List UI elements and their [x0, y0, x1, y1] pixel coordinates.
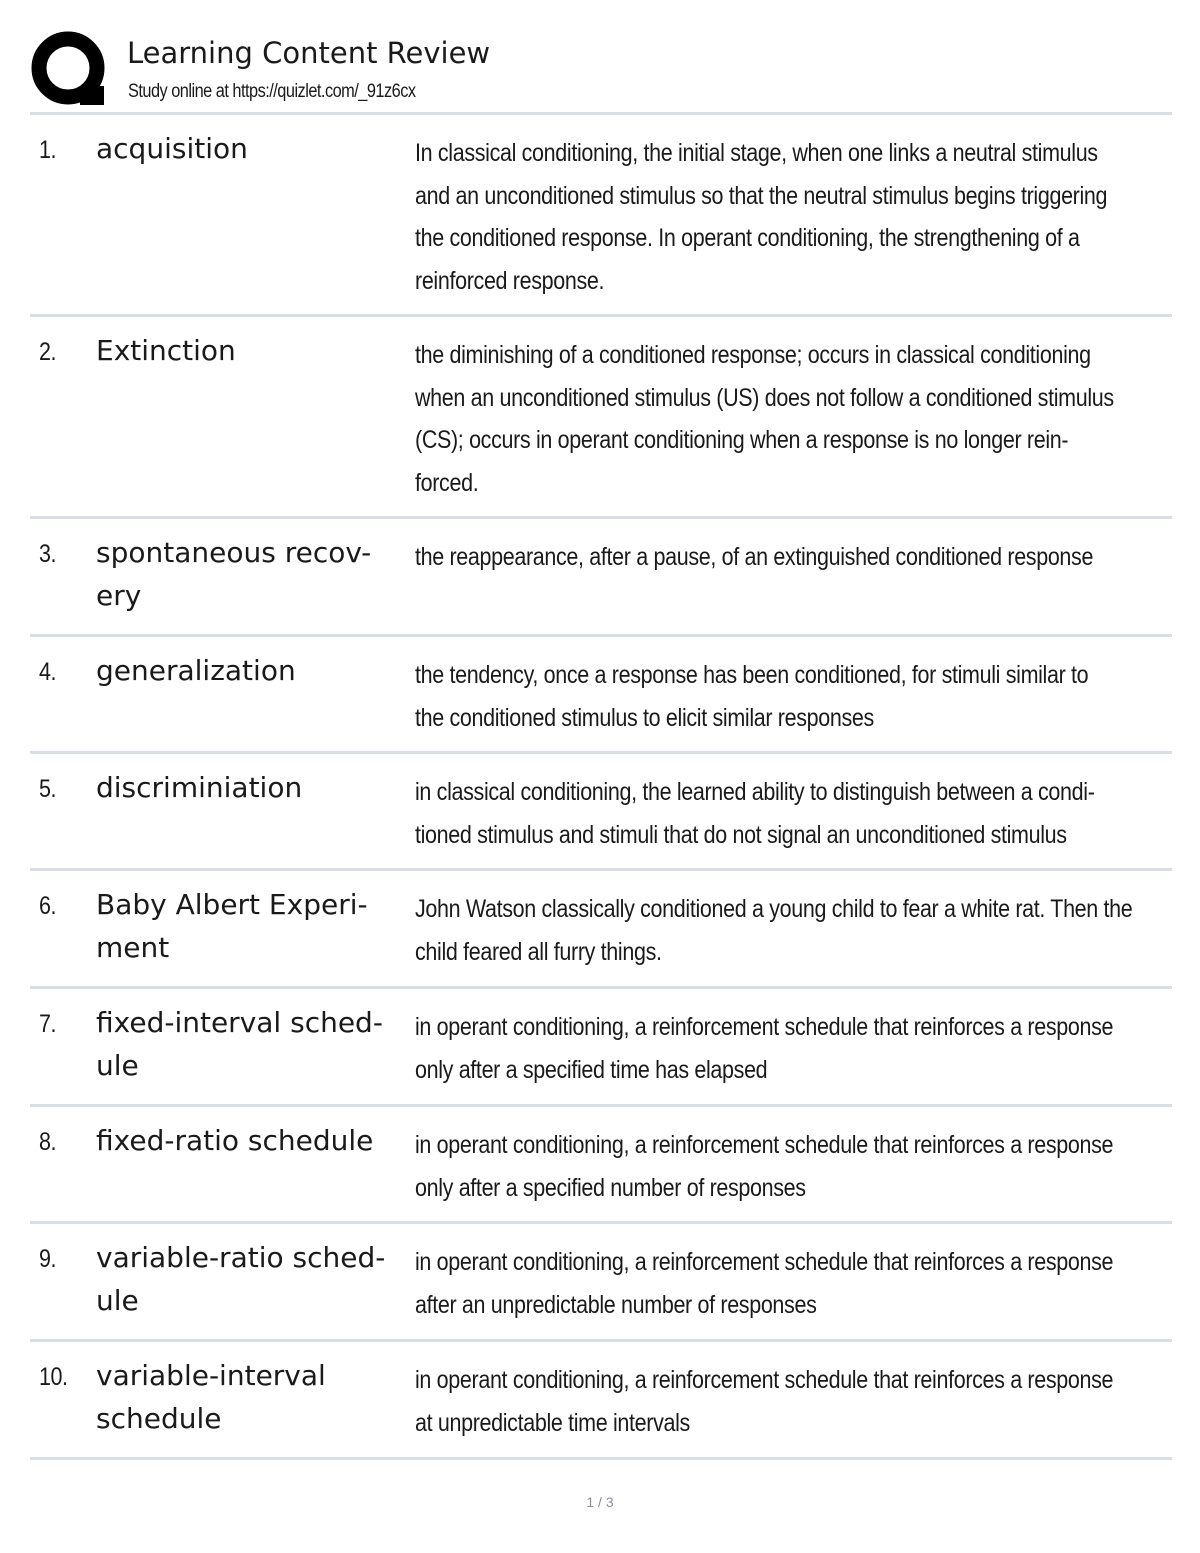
card-definition-line: in classical conditioning, the learned ability to distinguish between a condi- [415, 778, 1095, 806]
card-term-line: ery [96, 579, 142, 612]
flashcard-row [30, 1107, 1172, 1224]
flashcard-row [30, 317, 1172, 519]
card-term [96, 766, 408, 809]
card-definition-line: in operant conditioning, a reinforcement schedule that reinforces a response [415, 1248, 1114, 1276]
card-term-line: schedule [96, 1402, 222, 1435]
card-term [96, 1001, 408, 1087]
card-definition-line: at unpredictable time intervals [415, 1408, 690, 1437]
card-definition-line: in operant conditioning, a reinforcement schedule that reinforces a response [415, 1013, 1114, 1041]
card-definition-line: reinforced response. [415, 266, 605, 295]
card-definition-line: after an unpredictable number of responses [415, 1290, 817, 1319]
flashcard-row [30, 115, 1172, 317]
flashcard-row [30, 1224, 1172, 1342]
card-term-line: Baby Albert Experi- [96, 888, 368, 921]
card-number: 7. [39, 1010, 57, 1038]
quizlet-logo-icon [30, 30, 108, 108]
card-number: 1. [39, 136, 57, 164]
card-definition-line: and an unconditioned stimulus so that the neutral stimulus begins triggering [415, 181, 1108, 210]
card-definition [415, 536, 1146, 579]
card-definition-line: the diminishing of a conditioned response; occurs in classical conditioning [415, 341, 1091, 369]
card-term [96, 127, 408, 170]
card-definition-line: in operant conditioning, a reinforcement schedule that reinforces a response [415, 1131, 1114, 1159]
card-number: 6. [39, 892, 57, 920]
card-definition [415, 132, 1146, 302]
card-definition-line: the tendency, once a response has been conditioned, for stimuli similar to [415, 661, 1089, 689]
card-term-line: fixed-ratio schedule [96, 1124, 374, 1157]
card-term [96, 649, 408, 692]
page-number: 1 / 3 [586, 1494, 614, 1510]
card-number: 4. [39, 658, 57, 686]
card-definition [415, 654, 1146, 739]
card-definition [415, 1124, 1146, 1209]
card-term-line: ule [96, 1049, 139, 1082]
flashcard-row [30, 989, 1172, 1107]
card-definition-line: (CS); occurs in operant conditioning when a response is no longer rein- [415, 426, 1069, 454]
card-definition-line: In classical conditioning, the initial stage, when one links a neutral stimulus [415, 139, 1098, 167]
flashcard-row [30, 871, 1172, 989]
card-number: 8. [39, 1128, 57, 1156]
card-number: 2. [39, 338, 57, 366]
card-definition-line: in operant conditioning, a reinforcement schedule that reinforces a response [415, 1366, 1114, 1394]
card-definition [415, 888, 1146, 973]
card-definition-line: when an unconditioned stimulus (US) does not follow a conditioned stimulus [415, 383, 1114, 412]
card-definition-line: only after a specified number of responses [415, 1173, 806, 1202]
card-term-line: Extinction [96, 334, 236, 367]
card-definition-line: forced. [415, 468, 479, 497]
flashcard-row [30, 637, 1172, 754]
card-term-line: ment [96, 931, 170, 964]
card-definition [415, 1241, 1146, 1326]
card-term-line: discriminiation [96, 771, 303, 804]
card-definition [415, 334, 1146, 504]
card-definition-line: the conditioned stimulus to elicit similar responses [415, 703, 874, 732]
flashcard-row [30, 519, 1172, 637]
card-term-line: variable-interval [96, 1359, 326, 1392]
card-term [96, 1354, 408, 1440]
card-term [96, 1236, 408, 1322]
card-term-line: generalization [96, 654, 296, 687]
page-header [30, 30, 1172, 110]
card-term-line: ule [96, 1284, 139, 1317]
card-term [96, 329, 408, 372]
card-number: 5. [39, 775, 57, 803]
page-title: Learning Content Review [127, 36, 491, 70]
card-number: 9. [39, 1245, 57, 1273]
card-term [96, 531, 408, 617]
card-definition [415, 1359, 1146, 1444]
card-definition-line: the reappearance, after a pause, of an extinguished conditioned response [415, 543, 1094, 571]
study-online-link[interactable]: Study online at https://quizlet.com/_91z6cx [128, 81, 416, 102]
card-number: 10. [39, 1363, 68, 1391]
card-term-line: acquisition [96, 132, 248, 165]
card-number: 3. [39, 540, 57, 568]
card-definition-line: tioned stimulus and stimuli that do not signal an unconditioned stimulus [415, 820, 1067, 849]
card-definition-line: John Watson classically conditioned a young child to fear a white rat. Then the [415, 895, 1133, 923]
card-definition [415, 771, 1146, 856]
card-term [96, 883, 408, 969]
flashcard-row [30, 754, 1172, 871]
card-term-line: variable-ratio sched- [96, 1241, 386, 1274]
flashcard-row [30, 1342, 1172, 1460]
card-definition [415, 1006, 1146, 1091]
card-term-line: fixed-interval sched- [96, 1006, 383, 1039]
card-term [96, 1119, 408, 1162]
card-definition-line: child feared all furry things. [415, 937, 662, 966]
flashcard-list [30, 115, 1172, 1460]
card-definition-line: only after a specified time has elapsed [415, 1055, 768, 1084]
card-term-line: spontaneous recov- [96, 536, 372, 569]
card-definition-line: the conditioned response. In operant conditioning, the strengthening of a [415, 224, 1080, 252]
